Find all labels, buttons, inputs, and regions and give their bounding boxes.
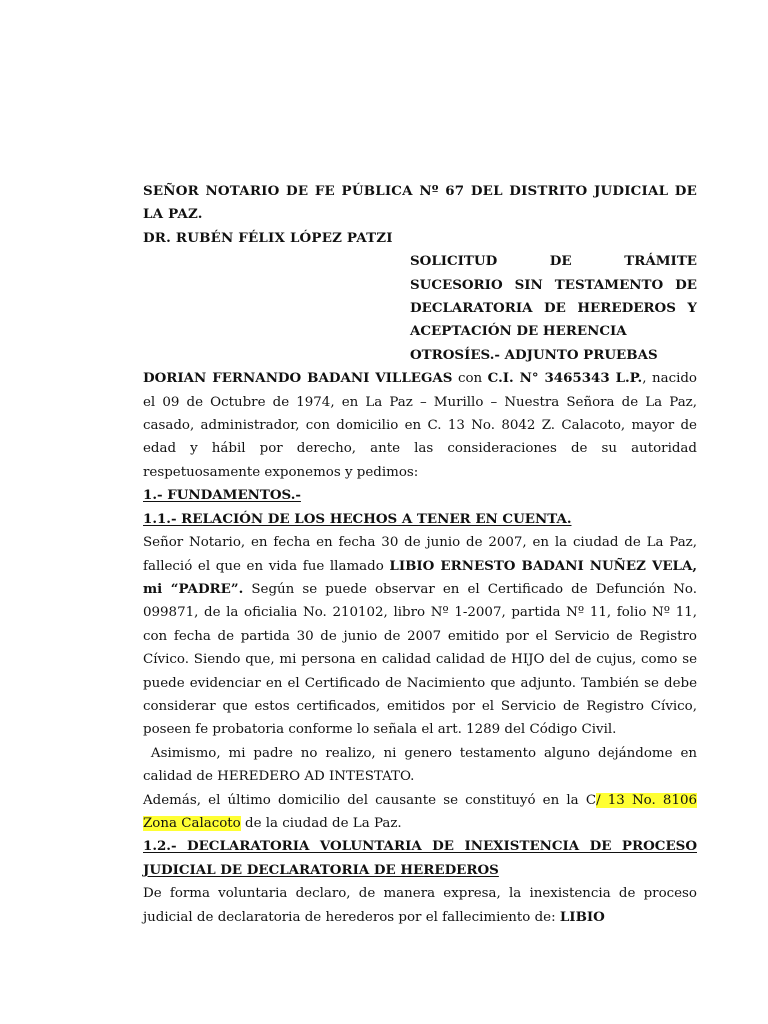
section-1-heading: 1.- FUNDAMENTOS.- (143, 487, 301, 504)
section-1-1-heading: 1.1.- RELACIÓN DE LOS HECHOS A TENER EN CUENTA. (143, 510, 572, 527)
domicile-paragraph: Además, el último domicilio del causante se constituyó en la C/ 13 No. 8106 Zona Calacoto de la ciudad de La Paz. (143, 792, 698, 831)
petition-line: SUCESORIO SIN TESTAMENTO DE (410, 276, 697, 293)
facts-paragraph: Señor Notario, en fecha en fecha 30 de junio de 2007, en la ciudad de La Paz, falleció el que en vida fue llamado LIBIO ERNESTO BADANI NUÑEZ VELA, mi “PADRE”. Según se puede observar en el Certificado de Defunción No. 099871, de la oficialia No. 210102, libro Nº 1-2007, partida Nº 11, folio Nº 11, con fecha de partida 30 de junio de 2007 emitido por el Servicio de Registro Cívico. Siendo que, mi persona en calidad calidad de HIJO del de cujus, como se puede evidenciar en el Certificado de Nacimiento que adjunto. También se debe considerar que estos certificados, emitidos por el Servicio de Registro Cívico, poseen fe probatoria conforme lo señala el art. 1289 del Código Civil. (143, 535, 698, 738)
relation-label: mi “PADRE”. (143, 580, 244, 597)
petition-line: SOLICITUD DE TRÁMITE (410, 253, 697, 270)
notary-name: DR. RUBÉN FÉLIX LÓPEZ PATZI (143, 229, 393, 246)
petitioner-name: DORIAN FERNANDO BADANI VILLEGAS (143, 370, 453, 387)
declaration-paragraph: De forma voluntaria declaro, de manera expresa, la inexistencia de proceso judicial de declaratoria de herederos por el fallecimiento de: LIBIO (143, 886, 697, 925)
addressee-line: SEÑOR NOTARIO DE FE PÚBLICA Nº 67 DEL DISTRITO JUDICIAL DE LA PAZ. (143, 183, 697, 223)
highlighted-address: / 13 No. 8106 Zona Calacoto (143, 792, 698, 831)
intro-paragraph: DORIAN FERNANDO BADANI VILLEGAS con C.I. N° 3465343 L.P., nacido el 09 de Octubre de 1974, en La Paz – Murillo – Nuestra Señora de La Paz, casado, administrador, con domicilio en C. 13 No. 8042 Z. Calacoto, mayor de edad y hábil por derecho, ante las consideraciones de su autoridad respetuosamente exponemos y pedimos: (143, 370, 697, 480)
petitioner-ci: C.I. N° 3465343 L.P. (487, 370, 643, 387)
no-testament-paragraph: Asimismo, mi padre no realizo, ni genero testamento alguno dejándome en calidad de HEREDERO AD INTESTATO. (143, 745, 702, 785)
deceased-name: LIBIO ERNESTO BADANI NUÑEZ VELA (389, 557, 693, 574)
document-body (143, 180, 702, 929)
petition-line: OTROSÍES.- ADJUNTO PRUEBAS (410, 346, 658, 363)
petition-line: ACEPTACIÓN DE HERENCIA (410, 323, 627, 340)
section-1-2-heading: 1.2.- DECLARATORIA VOLUNTARIA DE INEXISTENCIA DE PROCESO JUDICIAL DE DECLARATORIA DE HEREDEROS (143, 838, 697, 878)
petition-line: DECLARATORIA DE HEREDEROS Y (410, 300, 697, 317)
petition-block (410, 250, 697, 367)
